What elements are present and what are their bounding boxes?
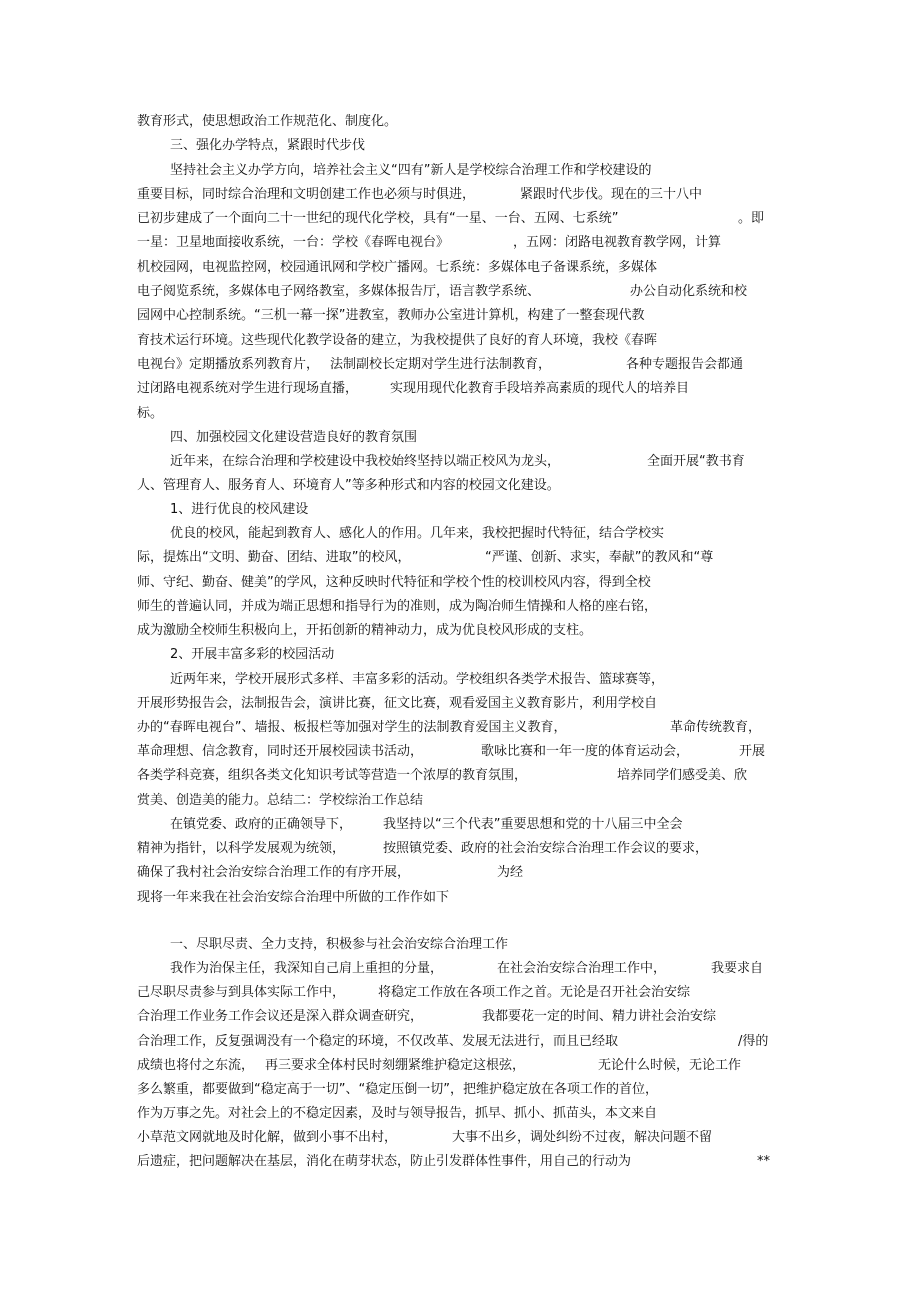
- text-segment: 在社会治安综合治理工作中，: [497, 961, 667, 976]
- text-segment: 师生的普遍认同，并成为端正思想和指导行为的准则，成为陶冶师生情操和人格的座右铭，: [137, 599, 658, 614]
- text-segment: 办的“春晖电视台”、墙报、板报栏等加强对学生的法制教育爱国主义教育，: [137, 720, 567, 735]
- text-segment: 全面开展“教书育: [647, 454, 745, 469]
- text-segment: 一星：卫星地面接收系统，一台：学校《春晖电视台》: [137, 235, 450, 250]
- text-segment: 合治理工作，反复强调没有一个稳定的环境，不仅改革、发展无法进行，而且已经取: [137, 1034, 619, 1049]
- text-segment: 育技术运行环境。这些现代化教学设备的建立，为我校提供了良好的育人环境，我校《春晖: [137, 333, 658, 348]
- text-segment: 一、尽职尽责、全力支持，积极参与社会治安综合治理工作: [170, 937, 509, 952]
- text-segment: 各种专题报告会都通: [626, 357, 744, 372]
- text-segment: “严谨、创新、求实，奉献”的教风和“尊: [485, 550, 714, 565]
- text-segment: 人、管理育人、服务育人、环境育人”等多种形式和内容的校园文化建设。: [137, 478, 560, 493]
- text-segment: 标。: [137, 406, 164, 421]
- text-segment: ，五网：闭路电视教育教学网，计算: [513, 235, 722, 250]
- text-segment: 我要求自: [711, 961, 764, 976]
- text-segment: 近年来，在综合治理和学校建设中我校始终坚持以端正校风为龙头，: [170, 454, 561, 469]
- text-segment: 我坚持以“三个代表”重要思想和党的十八届三中全会: [383, 817, 683, 832]
- text-segment: 按照镇党委、政府的社会治安综合治理工作会议的要求，: [383, 841, 709, 856]
- text-segment: 1、进行优良的校风建设: [170, 502, 309, 517]
- text-segment: 。即: [738, 211, 765, 226]
- text-segment: 成为激励全校师生积极向上，开拓创新的精神动力，成为优良校风形成的支柱。: [137, 623, 593, 638]
- text-segment: 培养同学们感受美、欣: [617, 768, 748, 783]
- text-segment: 各类学科竞赛，组织各类文化知识考试等营造一个浓厚的教育氛围，: [137, 768, 528, 783]
- text-segment: 我都要花一定的时间、精力讲社会治安综: [482, 1009, 717, 1024]
- text-segment: 近两年来，学校开展形式多样、丰富多彩的活动。学校组织各类学术报告、篮球赛等，: [170, 672, 665, 687]
- text-segment: 重要目标，同时综合治理和文明创建工作也必须与时俱进，: [137, 187, 476, 202]
- text-segment: 作为万事之先。对社会上的不稳定因素，及时与领导报告，抓早、抓小、抓苗头，本文来自: [137, 1106, 658, 1121]
- text-segment: /得的: [738, 1034, 769, 1049]
- text-segment: 后遗症，把问题解决在基层，消化在萌芽状态，防止引发群体性事件，用自己的行动为: [137, 1154, 632, 1169]
- text-segment: 过闭路电视系统对学生进行现场直播，: [137, 381, 359, 396]
- text-segment: 实现用现代化教育手段培养高素质的现代人的培养目: [390, 381, 690, 396]
- text-segment: 大事不出乡，调处纠纷不过夜，解决问题不留: [452, 1130, 713, 1145]
- text-segment: 机校园网，电视监控网，校园通讯网和学校广播网。七系统：多媒体电子备课系统，多媒体: [137, 260, 658, 275]
- text-segment: 坚持社会主义办学方向，培养社会主义“四有”新人是学校综合治理工作和学校建设的: [170, 163, 652, 178]
- text-segment: 赏美、创造美的能力。总结二：学校综治工作总结: [137, 793, 424, 808]
- text-segment: 精神为指针，以科学发展观为统领，: [137, 841, 346, 856]
- text-segment: 己尽职尽责参与到具体实际工作中，: [137, 985, 346, 1000]
- text-segment: 三、强化办学特点，紧跟时代步伐: [170, 138, 366, 153]
- text-segment: 电子阅览系统，多媒体电子网络教室，多媒体报告厅，语言教学系统、: [137, 284, 541, 299]
- text-segment: 小草范文网就地及时化解，做到小事不出村，: [137, 1130, 398, 1145]
- text-segment: 为经: [497, 865, 524, 880]
- text-segment: 四、加强校园文化建设营造良好的教育氛围: [170, 430, 418, 445]
- text-segment: 确保了我村社会治安综合治理工作的有序开展，: [137, 865, 411, 880]
- text-segment: 际，提炼出“文明、勤奋、团结、进取”的校风，: [137, 550, 411, 565]
- text-segment: 我作为治保主任，我深知自己肩上重担的分量，: [170, 961, 444, 976]
- text-segment: 多么繁重，都要做到“稳定高于一切”、“稳定压倒一切”，把维护稳定放在各项工作的首位，: [137, 1082, 658, 1097]
- text-segment: 办公自动化系统和校: [630, 284, 748, 299]
- text-segment: 已初步建成了一个面向二十一世纪的现代化学校，具有“一星、一台、五网、七系统”: [137, 211, 619, 226]
- text-segment: 教育形式，使思想政治工作规范化、制度化。: [137, 114, 398, 129]
- text-segment: 法制副校长定期对学生进行法制教育，: [330, 357, 552, 372]
- text-segment: 师、守纪、勤奋、健美”的学风，这种反映时代特征和学校个性的校训校风内容，得到全校: [137, 575, 651, 590]
- text-segment: 紧跟时代步伐。现在的三十八中: [520, 187, 703, 202]
- text-segment: 2、开展丰富多彩的校园活动: [170, 647, 335, 662]
- text-segment: 成绩也将付之东流，: [137, 1058, 255, 1073]
- text-segment: 歌咏比赛和一年一度的体育运动会，: [481, 744, 690, 759]
- text-segment: 革命传统教育，: [670, 720, 762, 735]
- text-segment: 无论什么时候，无论工作: [598, 1058, 742, 1073]
- text-segment: 开展: [739, 744, 766, 759]
- text-segment: 将稳定工作放在各项工作之首。无论是召开社会治安综: [378, 985, 691, 1000]
- text-segment: 电视台》定期播放系列教育片，: [137, 357, 320, 372]
- text-segment: 现将一年来我在社会治安综合治理中所做的工作作如下: [137, 890, 450, 905]
- text-segment: **: [757, 1154, 770, 1169]
- text-segment: 园网中心控制系统。“三机一幕一探”进教室，教师办公室进计算机，构建了一整套现代教: [137, 308, 645, 323]
- text-segment: 再三要求全体村民时刻绷紧维护稳定这根弦，: [265, 1058, 526, 1073]
- text-segment: 在镇党委、政府的正确领导下，: [170, 817, 353, 832]
- text-segment: 开展形势报告会，法制报告会，演讲比赛，征文比赛，观看爱国主义教育影片，利用学校自: [137, 696, 658, 711]
- text-segment: 革命理想、信念教育，同时还开展校园读书活动，: [137, 744, 424, 759]
- text-segment: 优良的校风，能起到教育人、感化人的作用。几年来，我校把握时代特征，结合学校实: [170, 526, 665, 541]
- text-segment: 合治理工作业务工作会议还是深入群众调查研究，: [137, 1009, 424, 1024]
